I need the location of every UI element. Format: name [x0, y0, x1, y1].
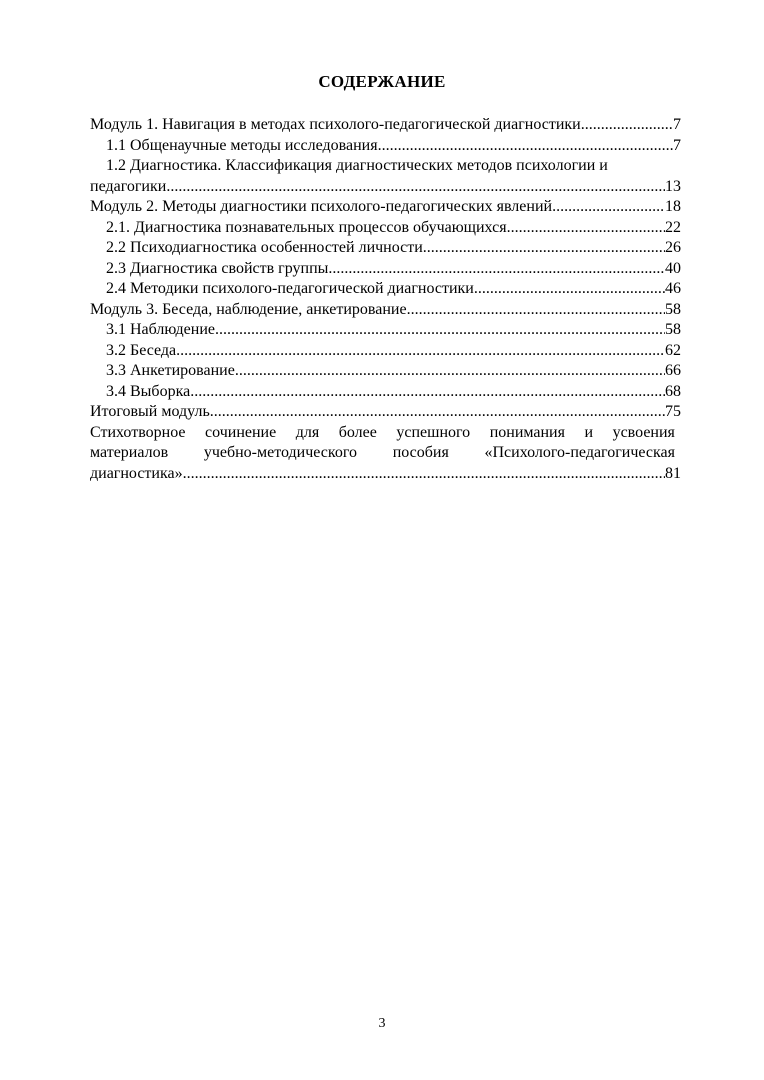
toc-entry-final-module[interactable] [90, 402, 681, 423]
page-number: 3 [378, 1016, 386, 1031]
toc-word: понимания [489, 423, 565, 441]
dot-leader [378, 136, 673, 157]
toc-entry-3-2[interactable] [90, 341, 681, 362]
toc-entry-3-3[interactable] [90, 361, 681, 382]
dot-leader [552, 197, 665, 218]
toc-entry-page: 18 [665, 198, 681, 215]
toc-entry-label: 1.1 Общенаучные методы исследования [106, 136, 378, 154]
toc-entry-2-4[interactable] [90, 279, 681, 300]
toc-entry-label-line: педагогики. [90, 177, 171, 195]
dot-leader [215, 320, 665, 341]
toc-word: «Психолого-педагогическая [484, 444, 675, 461]
toc-entry-2-3[interactable] [90, 259, 681, 280]
toc-entry-label: 2.3 Диагностика свойств группы [106, 259, 329, 277]
toc-word: сочинение [205, 423, 277, 441]
toc-entry-module-2[interactable] [90, 197, 681, 218]
toc-entry-label: 3.3 Анкетирование [106, 362, 235, 379]
toc-word: более [338, 423, 377, 441]
dot-leader [507, 218, 665, 239]
toc-word: пособия [392, 444, 449, 461]
toc-word: и [584, 423, 594, 441]
toc-entry-page: 66 [665, 362, 681, 379]
dot-leader [407, 300, 665, 321]
table-of-contents [90, 115, 681, 484]
dot-leader [423, 238, 665, 259]
toc-entry-page: 7 [673, 136, 681, 154]
dot-leader [328, 259, 665, 280]
toc-word: успешного [396, 423, 471, 441]
toc-entry-page: 58 [665, 300, 681, 318]
toc-entry-label: 3.4 Выборка [106, 382, 191, 400]
dot-leader [235, 361, 665, 382]
dot-leader [210, 402, 665, 423]
dot-leader [190, 382, 665, 403]
toc-word: усвоения [612, 423, 675, 441]
dot-leader [170, 177, 665, 198]
toc-entry-page: 26 [665, 239, 681, 256]
toc-word: материалов [90, 444, 169, 461]
toc-entry-page: 13 [665, 177, 681, 195]
dot-leader [176, 341, 665, 362]
toc-word: для [295, 423, 320, 441]
toc-entry-page: 62 [665, 341, 681, 359]
toc-entry-label: 3.2 Беседа [106, 341, 177, 359]
toc-entry-label-line: 1.2 Диагностика. Классификация диагностических методов психологии и [106, 157, 608, 174]
toc-entry-page: 40 [665, 259, 681, 277]
toc-entry-label-line [90, 443, 675, 464]
toc-word: Стихотворное [90, 423, 186, 441]
toc-entry-2-2[interactable] [90, 238, 681, 259]
toc-entry-module-1[interactable] [90, 115, 681, 136]
toc-entry-label-line [90, 423, 675, 444]
toc-entry-page: 58 [665, 321, 681, 338]
toc-entry-page: 46 [665, 280, 681, 297]
toc-entry-page: 81 [665, 464, 681, 482]
toc-word: учебно-методического [203, 444, 358, 461]
dot-leader [581, 115, 673, 136]
toc-entry-1-1[interactable] [90, 136, 681, 157]
toc-entry-label: Модуль 1. Навигация в методах психолого-педагогической диагностики [90, 116, 581, 133]
toc-entry-label: Модуль 3. Беседа, наблюдение, анкетирование [90, 300, 407, 318]
toc-entry-3-4[interactable] [90, 382, 681, 403]
toc-entry-label: 2.1. Диагностика познавательных процессов обучающихся [106, 218, 507, 236]
toc-entry-1-2[interactable] [90, 156, 681, 197]
dot-leader [474, 279, 665, 300]
page-title: СОДЕРЖАНИЕ [318, 72, 446, 91]
toc-entry-label: Итоговый модуль [90, 403, 210, 420]
toc-entry-label: 3.1 Наблюдение [106, 321, 215, 338]
dot-leader [183, 464, 665, 485]
toc-entry-label: 2.4 Методики психолого-педагогической диагностики [106, 280, 474, 297]
toc-entry-label: Модуль 2. Методы диагностики психолого-педагогических явлений [90, 198, 553, 215]
toc-entry-poem[interactable] [90, 423, 681, 485]
toc-entry-page: 68 [665, 382, 681, 400]
toc-entry-page: 7 [673, 116, 681, 133]
toc-entry-label-line: диагностика» [90, 464, 183, 482]
toc-entry-label: 2.2 Психодиагностика особенностей личности [106, 239, 423, 256]
toc-entry-3-1[interactable] [90, 320, 681, 341]
toc-entry-page: 22 [665, 218, 681, 236]
toc-entry-module-3[interactable] [90, 300, 681, 321]
toc-entry-2-1[interactable] [90, 218, 681, 239]
toc-entry-page: 75 [665, 403, 681, 420]
